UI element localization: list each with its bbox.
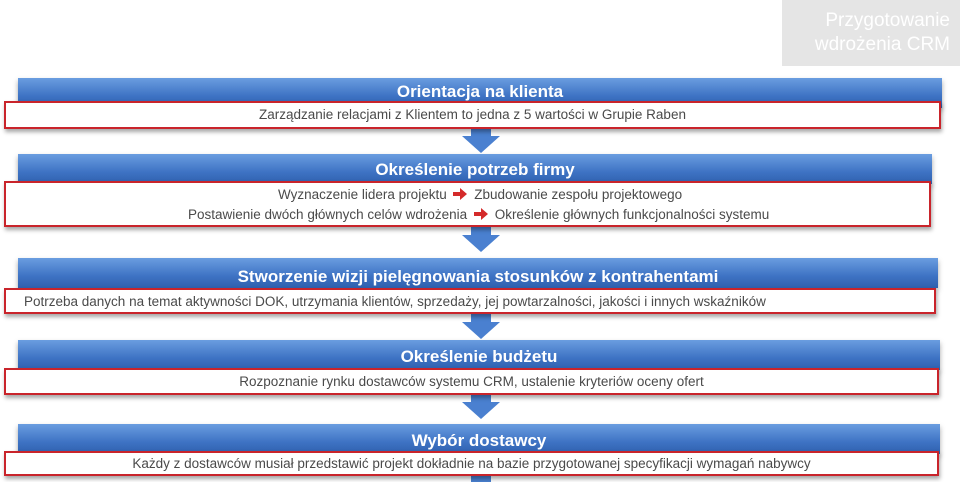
step-1-text: Zarządzanie relacjami z Klientem to jedna z 5 wartości w Grupie Raben (259, 107, 686, 122)
step-2-row-2 (188, 207, 769, 222)
step-2-item-leader: Wyznaczenie lidera projektu (278, 187, 447, 202)
down-arrow-icon (462, 322, 500, 339)
step-5-header (18, 424, 940, 454)
step-1-box (4, 101, 941, 129)
step-4-text: Rozpoznanie rynku dostawców systemu CRM, ustalenie kryteriów oceny ofert (239, 374, 704, 389)
step-4-box (4, 368, 939, 395)
step-3-title: Stworzenie wizji pielęgnowania stosunków z kontrahentami (237, 267, 719, 286)
red-right-arrow-icon (453, 188, 467, 200)
step-2-row-1 (278, 187, 682, 202)
step-3-header (18, 258, 938, 288)
section-label-line-2: wdrożenia CRM (814, 34, 950, 55)
section-label-line-1: Przygotowanie (825, 10, 950, 31)
step-3-text: Potrzeba danych na temat aktywności DOK, utrzymania klientów, sprzedaży, jej powtarzalności, jakości i innych wskaźników (24, 294, 766, 309)
down-arrow-icon (462, 402, 500, 419)
down-arrow-icon (462, 136, 500, 153)
step-5-title: Wybór dostawcy (411, 431, 547, 450)
step-2-box (4, 181, 931, 227)
step-4-title: Określenie budżetu (400, 347, 558, 366)
down-arrow-icon (462, 235, 500, 252)
red-right-arrow-icon (474, 208, 488, 220)
step-4-header (18, 340, 940, 370)
step-5-box (4, 451, 939, 476)
step-1-title: Orientacja na klienta (396, 82, 564, 101)
step-2-header (18, 154, 932, 184)
step-2-title: Określenie potrzeb firmy (375, 160, 575, 179)
step-3-box (4, 288, 936, 314)
step-2-item-functions: Określenie głównych funkcjonalności systemu (494, 207, 770, 222)
section-label (782, 0, 960, 66)
step-2-item-goals: Postawienie dwóch głównych celów wdrożenia (188, 207, 468, 222)
step-5-text: Każdy z dostawców musiał przedstawić projekt dokładnie na bazie przygotowanej specyfikacji wymagań nabywcy (132, 456, 811, 471)
step-2-item-team: Zbudowanie zespołu projektowego (474, 187, 683, 202)
